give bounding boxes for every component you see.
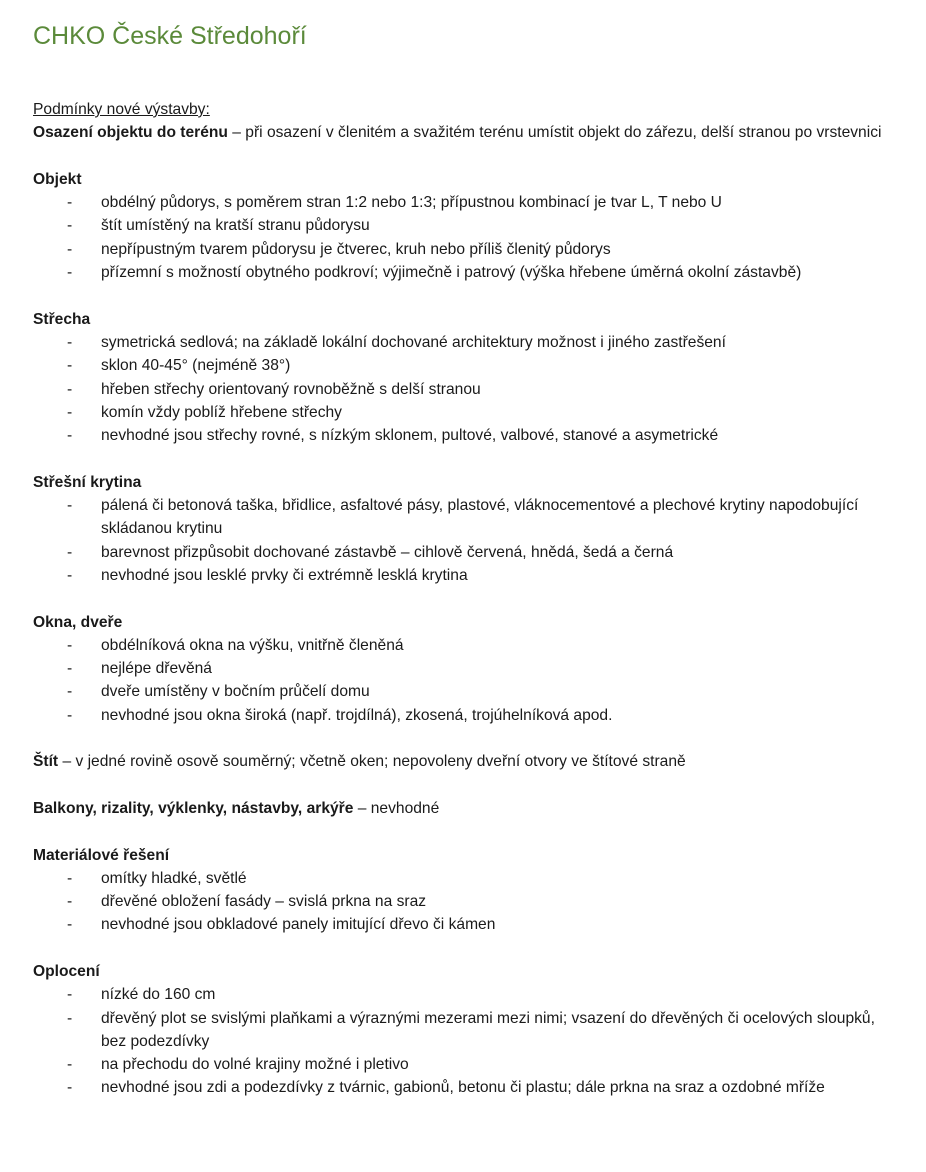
section-heading-strecha-text: Střecha xyxy=(33,310,91,328)
spacer xyxy=(33,284,903,307)
list-material xyxy=(33,867,903,937)
placement-label: Osazení objektu do terénu xyxy=(33,124,228,142)
list-item-text: štít umístěný na kratší stranu půdorysu xyxy=(101,217,370,235)
spacer xyxy=(33,145,903,168)
section-heading-oploceni-text: Oplocení xyxy=(33,962,100,980)
list-item-text: nízké do 160 cm xyxy=(101,986,216,1004)
dash-bullet: - xyxy=(67,986,73,1004)
balkony-label: Balkony, rizality, výklenky, nástavby, arkýře xyxy=(33,799,354,817)
dash-bullet: - xyxy=(67,403,73,421)
spacer xyxy=(33,774,903,797)
dash-bullet: - xyxy=(67,217,73,235)
dash-bullet: - xyxy=(67,706,73,724)
section-heading-okna-text: Okna, dveře xyxy=(33,613,123,631)
spacer xyxy=(33,820,903,843)
dash-bullet: - xyxy=(67,380,73,398)
list-item xyxy=(33,1007,903,1054)
dash-bullet: - xyxy=(67,566,73,584)
list-item-text: nepřípustným tvarem půdorysu je čtverec, kruh nebo příliš členitý půdorys xyxy=(101,240,611,258)
list-item xyxy=(33,634,903,657)
list-item xyxy=(33,354,903,377)
section-heading-krytina-text: Střešní krytina xyxy=(33,473,142,491)
dash-bullet: - xyxy=(67,636,73,654)
dash-bullet: - xyxy=(67,427,73,445)
document-body xyxy=(33,98,903,1100)
list-item xyxy=(33,913,903,936)
section-heading-material xyxy=(33,844,903,867)
list-item xyxy=(33,1076,903,1099)
section-heading-krytina xyxy=(33,471,903,494)
dash-bullet: - xyxy=(67,264,73,282)
list-item-text: hřeben střechy orientovaný rovnoběžně s delší stranou xyxy=(101,380,481,398)
list-item-text: na přechodu do volné krajiny možné i pletivo xyxy=(101,1056,409,1074)
list-item-text: barevnost přizpůsobit dochované zástavbě – cihlově červená, hnědá, šedá a černá xyxy=(101,543,674,561)
dash-bullet: - xyxy=(67,240,73,258)
list-item-text: komín vždy poblíž hřebene střechy xyxy=(101,403,342,421)
list-item xyxy=(33,704,903,727)
list-item xyxy=(33,401,903,424)
list-item-text: přízemní s možností obytného podkroví; výjimečně i patrový (výška hřebene úměrná okolní zástavbě) xyxy=(101,264,802,282)
list-item xyxy=(33,378,903,401)
list-item-text: nevhodné jsou okna široká (např. trojdílná), zkosená, trojúhelníková apod. xyxy=(101,706,613,724)
list-item-text: obdélný půdorys, s poměrem stran 1:2 nebo 1:3; přípustnou kombinací je tvar L, T nebo U xyxy=(101,194,722,212)
section-heading-strecha xyxy=(33,308,903,331)
dash-bullet: - xyxy=(67,660,73,678)
list-oploceni xyxy=(33,983,903,1099)
list-item xyxy=(33,541,903,564)
list-item-text: nevhodné jsou střechy rovné, s nízkým sklonem, pultové, valbové, stanové a asymetrické xyxy=(101,427,719,445)
list-item xyxy=(33,191,903,214)
list-item xyxy=(33,424,903,447)
list-item-text: obdélníková okna na výšku, vnitřně členěná xyxy=(101,636,404,654)
dash-bullet: - xyxy=(67,916,73,934)
list-item xyxy=(33,1053,903,1076)
dash-bullet: - xyxy=(67,1009,73,1027)
placement-paragraph xyxy=(33,121,903,144)
placement-text: – při osazení v členitém a svažitém terénu umístit objekt do zářezu, delší stranou po vrstevnici xyxy=(227,124,882,142)
dash-bullet: - xyxy=(67,497,73,515)
dash-bullet: - xyxy=(67,543,73,561)
spacer xyxy=(33,447,903,470)
list-item-text: dveře umístěny v bočním průčelí domu xyxy=(101,683,370,701)
dash-bullet: - xyxy=(67,683,73,701)
balkony-paragraph xyxy=(33,797,903,820)
list-item-text: nevhodné jsou obkladové panely imitující dřevo či kámen xyxy=(101,916,496,934)
list-item xyxy=(33,564,903,587)
list-strecha xyxy=(33,331,903,447)
list-item-text: nevhodné jsou lesklé prvky či extrémně lesklá krytina xyxy=(101,566,468,584)
dash-bullet: - xyxy=(67,1056,73,1074)
list-objekt xyxy=(33,191,903,284)
stit-label: Štít xyxy=(33,753,59,771)
spacer xyxy=(33,587,903,610)
section-heading-objekt xyxy=(33,168,903,191)
list-item-text: symetrická sedlová; na základě lokální dochované architektury možnost i jiného zastřešení xyxy=(101,333,726,351)
list-item xyxy=(33,983,903,1006)
dash-bullet: - xyxy=(67,357,73,375)
dash-bullet: - xyxy=(67,869,73,887)
balkony-text: – nevhodné xyxy=(353,799,440,817)
dash-bullet: - xyxy=(67,333,73,351)
list-item xyxy=(33,261,903,284)
dash-bullet: - xyxy=(67,194,73,212)
stit-text: – v jedné rovině osově souměrný; včetně oken; nepovoleny dveřní otvory ve štítové straně xyxy=(58,753,686,771)
list-item xyxy=(33,867,903,890)
dash-bullet: - xyxy=(67,1079,73,1097)
conditions-heading: Podmínky nové výstavby: xyxy=(33,101,210,118)
list-item xyxy=(33,680,903,703)
list-item-text: sklon 40-45° (nejméně 38°) xyxy=(101,357,291,375)
dash-bullet: - xyxy=(67,893,73,911)
list-item-text: omítky hladké, světlé xyxy=(101,869,247,887)
list-item xyxy=(33,214,903,237)
list-item xyxy=(33,331,903,354)
list-item-text: nevhodné jsou zdi a podezdívky z tvárnic, gabionů, betonu či plastu; dále prkna na sraz a ozdobné mříže xyxy=(101,1079,825,1097)
document-title: CHKO České Středohoří xyxy=(33,22,307,50)
section-heading-objekt-text: Objekt xyxy=(33,170,82,188)
list-item-text: pálená či betonová taška, břidlice, asfaltové pásy, plastové, vláknocementové a plechové krytiny napodobující skládanou krytinu xyxy=(101,497,859,538)
list-item xyxy=(33,494,903,541)
list-item-text: nejlépe dřevěná xyxy=(101,660,212,678)
stit-paragraph xyxy=(33,750,903,773)
list-item-text: dřevěný plot se svislými plaňkami a výraznými mezerami mezi nimi; vsazení do dřevěných či ocelových sloupků, bez podezdívky xyxy=(101,1009,875,1050)
section-heading-oploceni xyxy=(33,960,903,983)
list-krytina xyxy=(33,494,903,587)
section-heading-material-text: Materiálové řešení xyxy=(33,846,170,864)
list-item-text: dřevěné obložení fasády – svislá prkna na sraz xyxy=(101,893,427,911)
list-okna xyxy=(33,634,903,727)
spacer xyxy=(33,937,903,960)
list-item xyxy=(33,238,903,261)
section-heading-okna xyxy=(33,611,903,634)
spacer xyxy=(33,727,903,750)
list-item xyxy=(33,657,903,680)
list-item xyxy=(33,890,903,913)
